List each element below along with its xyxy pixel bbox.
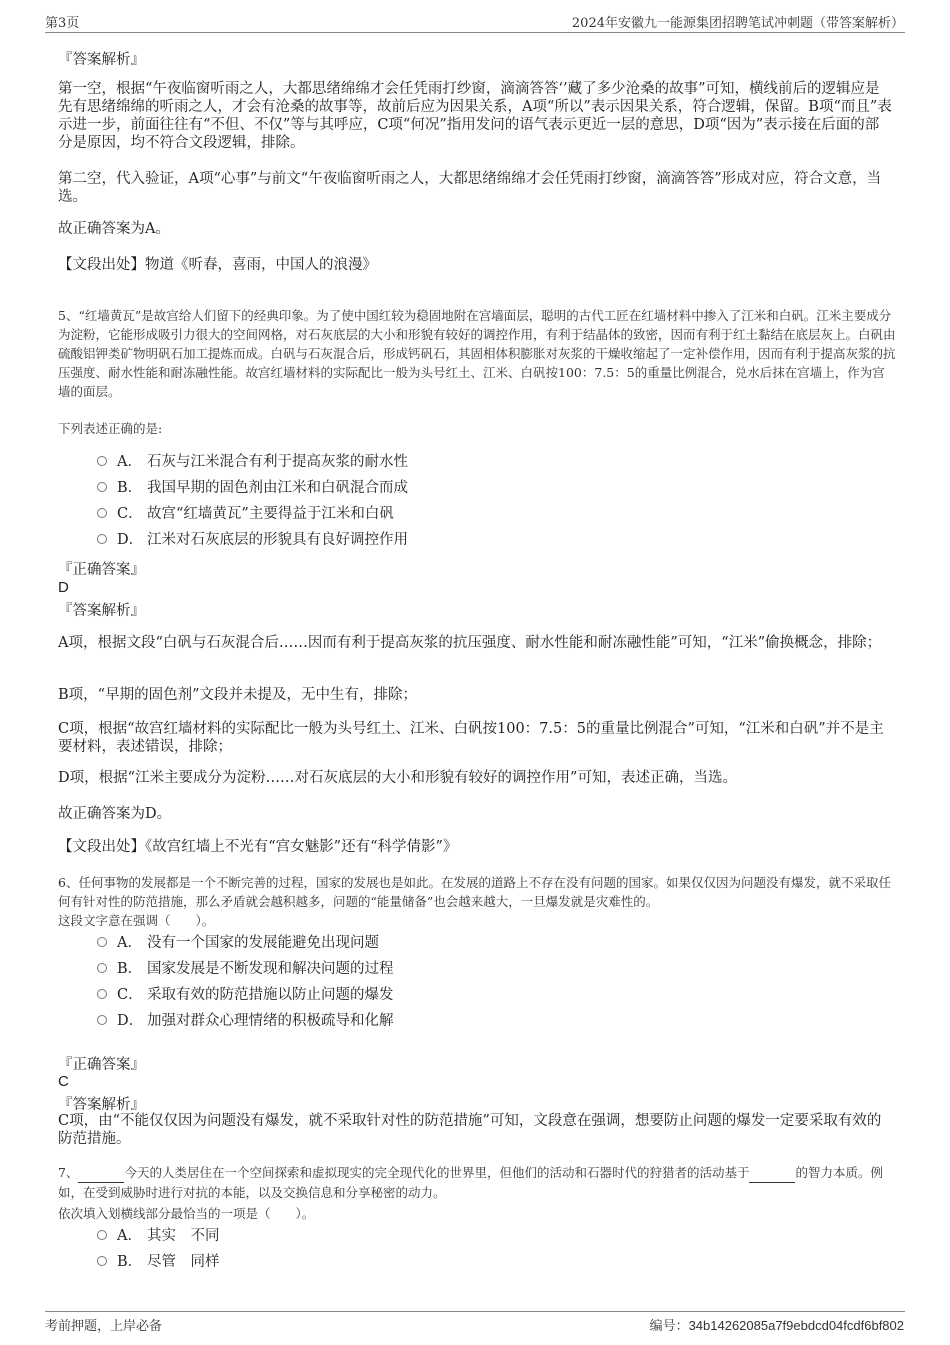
option-text: 故宫“红墙黄瓦”主要得益于江米和白矾 bbox=[147, 506, 394, 522]
document-title: 2024年安徽九一能源集团招聘笔试冲刺题（带答案解析） bbox=[571, 16, 904, 31]
option-letter: C． bbox=[117, 506, 143, 522]
radio-icon[interactable] bbox=[97, 1230, 107, 1240]
q7-option-b[interactable] bbox=[97, 1252, 220, 1272]
radio-icon[interactable] bbox=[97, 456, 107, 466]
q5-correct-answer: D bbox=[58, 579, 69, 596]
option-letter: A． bbox=[117, 1228, 142, 1244]
q6-analysis: C项，由“不能仅仅因为问题没有爆发，就不采取针对性的防范措施”可知，文段意在强调，想要防止问题的爆发一定要采取有效的防范措施。 bbox=[58, 1113, 882, 1147]
option-text: 其实 不同 bbox=[147, 1228, 220, 1244]
q5-analysis-a: A项，根据文段“白矾与石灰混合后……因而有利于提高灰浆的抗压强度、耐水性能和耐冻融性能”可知，“江米”偷换概念，排除； bbox=[58, 635, 882, 651]
q6-prompt: 这段文字意在强调（ ）。 bbox=[58, 913, 215, 928]
option-letter: B． bbox=[117, 480, 143, 496]
q5-conclusion: 故正确答案为D。 bbox=[58, 806, 172, 822]
option-letter: D． bbox=[117, 532, 144, 548]
q6-option-b[interactable] bbox=[97, 959, 394, 979]
option-letter: C． bbox=[117, 987, 143, 1003]
radio-icon[interactable] bbox=[97, 508, 107, 518]
q5-analysis-d: D项，根据“江米主要成分为淀粉……对石灰底层的大小和形貌有较好的调控作用”可知，表述正确，当选。 bbox=[58, 770, 737, 786]
q4-analysis-label: 『答案解析』 bbox=[58, 52, 145, 68]
q6-correct-answer: C bbox=[58, 1073, 69, 1090]
q5-source: 【文段出处】《故宫红墙上不光有“宫女魅影”还有“科学倩影”》 bbox=[58, 839, 458, 855]
q7-number: 7、 bbox=[58, 1165, 79, 1180]
radio-icon[interactable] bbox=[97, 1256, 107, 1266]
q6-option-a[interactable] bbox=[97, 933, 379, 953]
option-text: 加强对群众心理情绪的积极疏导和化解 bbox=[147, 1013, 394, 1029]
q5-analysis-b: B项，“早期的固色剂”文段并未提及，无中生有，排除； bbox=[58, 687, 417, 703]
footer-code: 编号：34b14262085a7f9ebdcd04fcdf6bf802 bbox=[649, 1318, 904, 1333]
q5-correct-label: 『正确答案』 bbox=[58, 562, 145, 578]
option-letter: B． bbox=[117, 961, 143, 977]
q6-stem: 6、任何事物的发展都是一个不断完善的过程，国家的发展也是如此。在发展的道路上不存在没有问题的国家。如果仅仅因为问题没有爆发，就不采取任何有针对性的防范措施，那么矛盾就会越积越多，问题的“能量储备”也会越来越大，一旦爆发就是灾难性的。 bbox=[58, 875, 891, 909]
q6-correct-label: 『正确答案』 bbox=[58, 1057, 145, 1073]
q4-analysis-para1: 第一空，根据“午夜临窗听雨之人，大都思绪绵绵才会任凭雨打纱窗，滴滴答答‘’藏了多少沧桑的故事”可知，横线前后的逻辑应是先有思绪绵绵的听雨之人，才会有沧桑的故事等，故前后应为因果关系，A项“所以”表示因果关系，符合逻辑，保留。B项“而且”表示进一步，前面往往有“不但、不仅”等与其呼应，C项“何况”指用发问的语气表示更近一层的意思，D项“因为”表示接在后面的部分是原因，均不符合文段逻辑，排除。 bbox=[58, 81, 892, 151]
q6-option-c[interactable] bbox=[97, 985, 394, 1005]
q7-stem-part1: 今天的人类居住在一个空间探索和虚拟现实的完全现代化的世界里，但他们的活动和石器时代的狩猎者的活动基于 bbox=[124, 1165, 750, 1180]
q5-option-d[interactable] bbox=[97, 530, 408, 550]
option-letter: A． bbox=[117, 935, 142, 951]
q7-prompt: 依次填入划横线部分最恰当的一项是（ ）。 bbox=[58, 1206, 315, 1221]
q4-source: 【文段出处】物道《听春，喜雨，中国人的浪漫》 bbox=[58, 257, 377, 273]
option-letter: B． bbox=[117, 1254, 143, 1270]
q7-blank-2 bbox=[749, 1163, 795, 1183]
radio-icon[interactable] bbox=[97, 989, 107, 999]
option-letter: A． bbox=[117, 454, 142, 470]
footer-slogan: 考前押题，上岸必备 bbox=[45, 1319, 163, 1334]
q4-analysis-para2: 第二空，代入验证，A项“心事”与前文“午夜临窗听雨之人，大都思绪绵绵才会任凭雨打纱窗，滴滴答答”形成对应，符合文意，当选。 bbox=[58, 171, 882, 205]
radio-icon[interactable] bbox=[97, 937, 107, 947]
page-number: 第3页 bbox=[45, 16, 80, 31]
option-text: 国家发展是不断发现和解决问题的过程 bbox=[147, 961, 394, 977]
option-text: 没有一个国家的发展能避免出现问题 bbox=[147, 935, 379, 951]
q4-conclusion: 故正确答案为A。 bbox=[58, 221, 170, 237]
option-text: 尽管 同样 bbox=[147, 1254, 220, 1270]
q5-option-c[interactable] bbox=[97, 504, 394, 524]
radio-icon[interactable] bbox=[97, 963, 107, 973]
q7-stem bbox=[58, 1163, 896, 1202]
q7-blank-1 bbox=[78, 1163, 124, 1183]
q5-stem: 5、“红墙黄瓦”是故宫给人们留下的经典印象。为了使中国红较为稳固地附在宫墙面层，聪明的古代工匠在红墙材料中掺入了江米和白矾。江米主要成分为淀粉，它能形成吸引力很大的空间网格，对石灰底层的大小和形貌有较好的调控作用，有利于结晶体的致密，因而有利于红土黏结在底层灰上。白矾由硫酸铝钾类矿物明矾石加工提炼而成。白矾与石灰混合后，形成钙矾石，其固相体积膨胀对灰浆的干燥收缩起了一定补偿作用，因而有利于提高灰浆的抗压强度、耐水性能和耐冻融性能。故宫红墙材料的实际配比一般为头号红土、江米、白矾按100：7.5：5的重量比例混合，兑水后抹在宫墙上，作为宫墙的面层。 bbox=[58, 308, 896, 399]
option-letter: D． bbox=[117, 1013, 144, 1029]
q5-prompt: 下列表述正确的是: bbox=[58, 421, 163, 436]
option-text: 我国早期的固色剂由江米和白矾混合而成 bbox=[147, 480, 408, 496]
q7-stem-part2: 的智力本质。例如，在受到威胁时进行对抗的本能，以及交换信息和分享秘密的动力。 bbox=[58, 1165, 883, 1200]
q7-option-a[interactable] bbox=[97, 1226, 220, 1246]
q5-analysis-label: 『答案解析』 bbox=[58, 603, 145, 619]
q6-option-d[interactable] bbox=[97, 1011, 394, 1031]
radio-icon[interactable] bbox=[97, 1015, 107, 1025]
radio-icon[interactable] bbox=[97, 482, 107, 492]
header-divider bbox=[45, 32, 905, 33]
q5-option-a[interactable] bbox=[97, 452, 408, 472]
q5-analysis-c: C项，根据“故宫红墙材料的实际配比一般为头号红土、江米、白矾按100：7.5：5的重量比例混合”可知，“江米和白矾”并不是主要材料，表述错误，排除； bbox=[58, 721, 884, 755]
option-text: 石灰与江米混合有利于提高灰浆的耐水性 bbox=[147, 454, 408, 470]
option-text: 采取有效的防范措施以防止问题的爆发 bbox=[147, 987, 394, 1003]
footer-divider bbox=[45, 1311, 905, 1312]
option-text: 江米对石灰底层的形貌具有良好调控作用 bbox=[147, 532, 408, 548]
q6-analysis-label: 『答案解析』 bbox=[58, 1097, 145, 1113]
q5-option-b[interactable] bbox=[97, 478, 408, 498]
radio-icon[interactable] bbox=[97, 534, 107, 544]
